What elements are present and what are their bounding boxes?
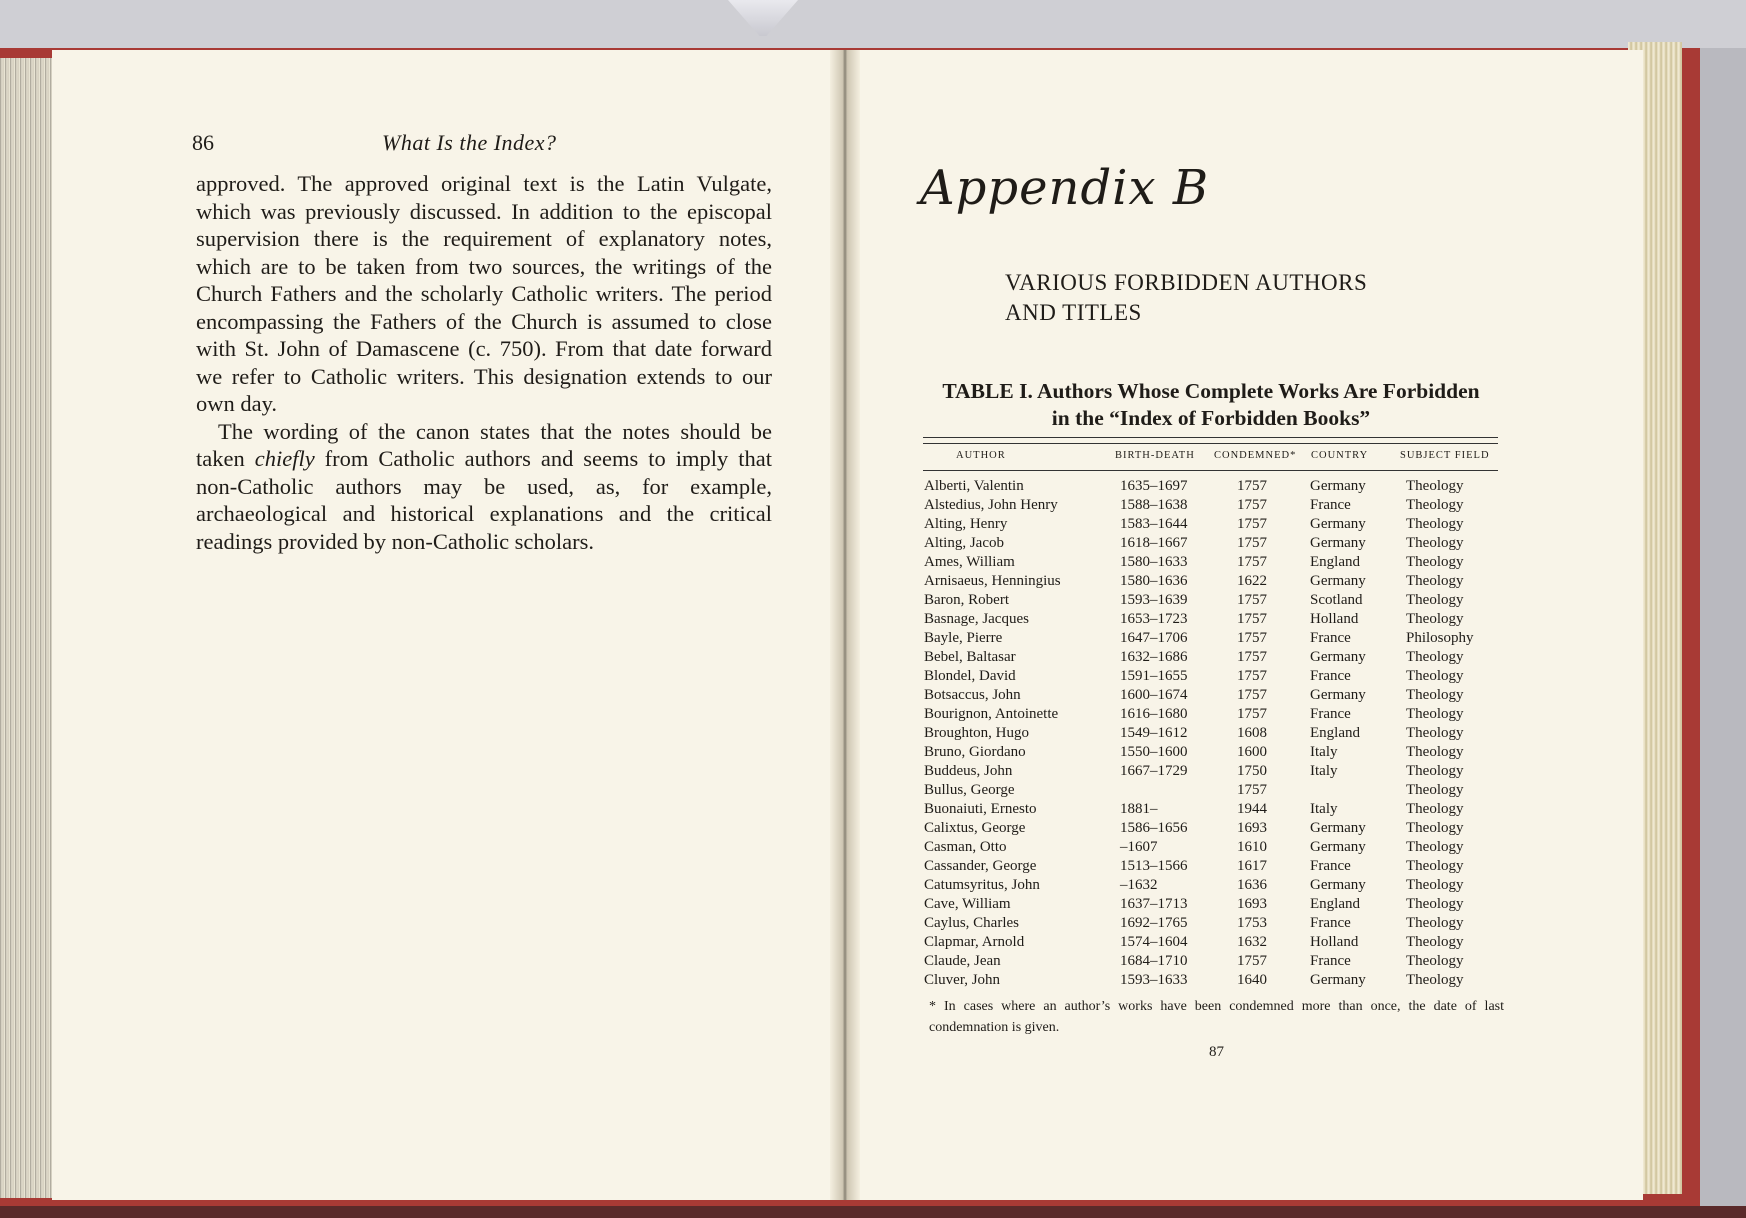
cell-country: Holland bbox=[1310, 611, 1359, 627]
right-page-number: 87 bbox=[1209, 1044, 1224, 1060]
appendix-title: Appendix B bbox=[920, 160, 1210, 216]
cell-subject: Theology bbox=[1406, 839, 1464, 855]
cell-author: Cluver, John bbox=[924, 972, 1001, 988]
cell-author: Basnage, Jacques bbox=[924, 611, 1029, 627]
table-row bbox=[0, 630, 1746, 649]
cell-condemned: 1944 bbox=[1237, 801, 1267, 817]
cell-birth-death: 1618–1667 bbox=[1120, 535, 1188, 551]
table-row bbox=[0, 972, 1746, 991]
header-subject-field: SUBJECT FIELD bbox=[1400, 450, 1490, 461]
cell-author: Alting, Jacob bbox=[924, 535, 1004, 551]
cell-author: Alstedius, John Henry bbox=[924, 497, 1058, 513]
cell-birth-death: 1591–1655 bbox=[1120, 668, 1188, 684]
cell-author: Buddeus, John bbox=[924, 763, 1013, 779]
cell-condemned: 1640 bbox=[1237, 972, 1267, 988]
cell-author: Bullus, George bbox=[924, 782, 1015, 798]
cell-author: Cave, William bbox=[924, 896, 1011, 912]
cell-birth-death: 1647–1706 bbox=[1120, 630, 1188, 646]
cell-condemned: 1757 bbox=[1237, 592, 1267, 608]
table-row bbox=[0, 668, 1746, 687]
cell-country: England bbox=[1310, 896, 1360, 912]
cell-author: Broughton, Hugo bbox=[924, 725, 1029, 741]
cell-subject: Theology bbox=[1406, 478, 1464, 494]
cell-condemned: 1757 bbox=[1237, 782, 1267, 798]
cell-condemned: 1757 bbox=[1237, 554, 1267, 570]
cell-birth-death: 1616–1680 bbox=[1120, 706, 1188, 722]
cell-condemned: 1693 bbox=[1237, 896, 1267, 912]
cell-subject: Theology bbox=[1406, 573, 1464, 589]
cell-condemned: 1757 bbox=[1237, 706, 1267, 722]
cell-author: Ames, William bbox=[924, 554, 1015, 570]
cell-birth-death: 1574–1604 bbox=[1120, 934, 1188, 950]
table-row bbox=[0, 915, 1746, 934]
cell-subject: Theology bbox=[1406, 668, 1464, 684]
cell-country: Germany bbox=[1310, 820, 1366, 836]
cell-country: Germany bbox=[1310, 877, 1366, 893]
cell-subject: Theology bbox=[1406, 934, 1464, 950]
section-title-line-2: AND TITLES bbox=[1005, 300, 1142, 325]
scan-background-top bbox=[0, 0, 1746, 48]
paragraph-2-emphasis: chiefly bbox=[254, 446, 315, 471]
cell-author: Casman, Otto bbox=[924, 839, 1007, 855]
cell-country: England bbox=[1310, 554, 1360, 570]
cell-author: Blondel, David bbox=[924, 668, 1016, 684]
cell-subject: Theology bbox=[1406, 497, 1464, 513]
cell-country: France bbox=[1310, 668, 1351, 684]
cell-subject: Theology bbox=[1406, 592, 1464, 608]
cell-condemned: 1750 bbox=[1237, 763, 1267, 779]
scan-background-bottom bbox=[0, 1206, 1746, 1218]
table-row bbox=[0, 592, 1746, 611]
cell-country: Germany bbox=[1310, 839, 1366, 855]
table-footnote: * In cases where an author’s works have been condemned more than once, the date of last condemnation is given. bbox=[929, 999, 1504, 1035]
running-head bbox=[192, 130, 772, 162]
cell-subject: Philosophy bbox=[1406, 630, 1474, 646]
cell-country: Italy bbox=[1310, 763, 1338, 779]
table-caption-line-1: TABLE I. Authors Whose Complete Works Are Forbidden bbox=[942, 379, 1480, 403]
cell-subject: Theology bbox=[1406, 744, 1464, 760]
cell-condemned: 1757 bbox=[1237, 611, 1267, 627]
cell-condemned: 1757 bbox=[1237, 668, 1267, 684]
header-author: AUTHOR bbox=[956, 450, 1006, 461]
cell-author: Calixtus, George bbox=[924, 820, 1026, 836]
cell-country: Germany bbox=[1310, 687, 1366, 703]
cell-birth-death: 1635–1697 bbox=[1120, 478, 1188, 494]
cell-country: Germany bbox=[1310, 972, 1366, 988]
cell-birth-death: 1550–1600 bbox=[1120, 744, 1188, 760]
cell-condemned: 1600 bbox=[1237, 744, 1267, 760]
cell-birth-death: 1588–1638 bbox=[1120, 497, 1188, 513]
table-row bbox=[0, 820, 1746, 839]
cell-author: Alberti, Valentin bbox=[924, 478, 1024, 494]
cell-country: Germany bbox=[1310, 478, 1366, 494]
cell-subject: Theology bbox=[1406, 725, 1464, 741]
cell-country: France bbox=[1310, 497, 1351, 513]
table-row bbox=[0, 858, 1746, 877]
paragraph-1: approved. The approved original text is the Latin Vulgate, which was previously discussed. In addition to the episcopal supervision there is the requirement of explanatory notes, which are to be taken from two sources, the writings of the Church Fathers and the scholarly Catholic writers. The period encompassing the Fathers of the Church is assumed to close with St. John of Damascene (c. 750). From that date forward we refer to Catholic writers. This designation extends to our own day. bbox=[196, 171, 772, 416]
header-birth-death: BIRTH-DEATH bbox=[1115, 450, 1195, 461]
cell-author: Bourignon, Antoinette bbox=[924, 706, 1059, 722]
cell-birth-death: 1653–1723 bbox=[1120, 611, 1188, 627]
table-row bbox=[0, 706, 1746, 725]
cell-subject: Theology bbox=[1406, 782, 1464, 798]
cell-birth-death: 1586–1656 bbox=[1120, 820, 1188, 836]
cell-country: Germany bbox=[1310, 573, 1366, 589]
cell-author: Cassander, George bbox=[924, 858, 1037, 874]
cell-subject: Theology bbox=[1406, 877, 1464, 893]
table-row bbox=[0, 839, 1746, 858]
cell-condemned: 1610 bbox=[1237, 839, 1267, 855]
section-title bbox=[1005, 268, 1505, 328]
cell-condemned: 1693 bbox=[1237, 820, 1267, 836]
cell-condemned: 1632 bbox=[1237, 934, 1267, 950]
cell-country: France bbox=[1310, 858, 1351, 874]
cell-country: Italy bbox=[1310, 801, 1338, 817]
cell-subject: Theology bbox=[1406, 858, 1464, 874]
paragraph-2-after: from Catholic authors and seems to imply that non-Catholic authors may be used, as, for example, archaeological and historical explanations and the critical readings provided by non-Catholic scholars. bbox=[196, 446, 772, 554]
cell-birth-death: 1632–1686 bbox=[1120, 649, 1188, 665]
table-row bbox=[0, 801, 1746, 820]
cell-author: Buonaiuti, Ernesto bbox=[924, 801, 1037, 817]
cell-country: France bbox=[1310, 630, 1351, 646]
table-row bbox=[0, 687, 1746, 706]
table-row bbox=[0, 554, 1746, 573]
cell-author: Caylus, Charles bbox=[924, 915, 1019, 931]
cell-country: Holland bbox=[1310, 934, 1359, 950]
table-row bbox=[0, 934, 1746, 953]
table-caption bbox=[924, 378, 1498, 432]
cell-subject: Theology bbox=[1406, 896, 1464, 912]
running-title: What Is the Index? bbox=[382, 130, 557, 155]
header-country: COUNTRY bbox=[1311, 450, 1369, 461]
section-title-line-1: VARIOUS FORBIDDEN AUTHORS bbox=[1005, 270, 1368, 295]
cell-condemned: 1757 bbox=[1237, 535, 1267, 551]
cell-condemned: 1757 bbox=[1237, 497, 1267, 513]
table-row bbox=[0, 611, 1746, 630]
table-row bbox=[0, 573, 1746, 592]
cell-country: France bbox=[1310, 953, 1351, 969]
table-row bbox=[0, 649, 1746, 668]
paragraph-2-before: The wording of the canon states that the notes should be taken bbox=[196, 418, 772, 471]
cell-country: France bbox=[1310, 706, 1351, 722]
cell-birth-death: –1607 bbox=[1120, 839, 1158, 855]
cell-birth-death: 1583–1644 bbox=[1120, 516, 1188, 532]
cell-author: Bruno, Giordano bbox=[924, 744, 1026, 760]
cell-birth-death: 1637–1713 bbox=[1120, 896, 1188, 912]
cell-condemned: 1753 bbox=[1237, 915, 1267, 931]
cell-condemned: 1608 bbox=[1237, 725, 1267, 741]
table-row bbox=[0, 763, 1746, 782]
cell-author: Catumsyritus, John bbox=[924, 877, 1040, 893]
cell-author: Alting, Henry bbox=[924, 516, 1008, 532]
table-row bbox=[0, 516, 1746, 535]
cell-birth-death: 1667–1729 bbox=[1120, 763, 1188, 779]
table-row bbox=[0, 535, 1746, 554]
cell-condemned: 1617 bbox=[1237, 858, 1267, 874]
cell-author: Claude, Jean bbox=[924, 953, 1001, 969]
table-caption-line-2: in the “Index of Forbidden Books” bbox=[1051, 406, 1371, 430]
left-page-number: 86 bbox=[192, 130, 214, 155]
cell-country: Italy bbox=[1310, 744, 1338, 760]
cell-subject: Theology bbox=[1406, 706, 1464, 722]
cell-subject: Theology bbox=[1406, 972, 1464, 988]
table-row bbox=[0, 782, 1746, 801]
cell-birth-death: 1549–1612 bbox=[1120, 725, 1188, 741]
cell-country: Germany bbox=[1310, 516, 1366, 532]
cell-author: Baron, Robert bbox=[924, 592, 1009, 608]
cell-condemned: 1757 bbox=[1237, 953, 1267, 969]
table-row bbox=[0, 896, 1746, 915]
cell-subject: Theology bbox=[1406, 763, 1464, 779]
cell-condemned: 1757 bbox=[1237, 478, 1267, 494]
cell-country: Germany bbox=[1310, 535, 1366, 551]
cell-subject: Theology bbox=[1406, 649, 1464, 665]
table-header bbox=[0, 450, 1746, 466]
cell-subject: Theology bbox=[1406, 915, 1464, 931]
cell-birth-death: 1881– bbox=[1120, 801, 1158, 817]
table-body bbox=[0, 478, 1746, 991]
table-row bbox=[0, 744, 1746, 763]
cell-birth-death: 1593–1633 bbox=[1120, 972, 1188, 988]
cell-country: France bbox=[1310, 915, 1351, 931]
cell-author: Arnisaeus, Henningius bbox=[924, 573, 1061, 589]
table-row bbox=[0, 877, 1746, 896]
header-condemned: CONDEMNED* bbox=[1214, 450, 1297, 461]
cell-author: Clapmar, Arnold bbox=[924, 934, 1025, 950]
table-top-rule bbox=[923, 437, 1498, 444]
table-row bbox=[0, 953, 1746, 972]
cell-condemned: 1622 bbox=[1237, 573, 1267, 589]
table-row bbox=[0, 478, 1746, 497]
cell-author: Bebel, Baltasar bbox=[924, 649, 1016, 665]
cell-birth-death: 1600–1674 bbox=[1120, 687, 1188, 703]
cell-condemned: 1757 bbox=[1237, 649, 1267, 665]
cell-birth-death: 1580–1636 bbox=[1120, 573, 1188, 589]
cell-subject: Theology bbox=[1406, 611, 1464, 627]
cell-subject: Theology bbox=[1406, 535, 1464, 551]
cell-author: Bayle, Pierre bbox=[924, 630, 1003, 646]
table-header-rule bbox=[923, 470, 1498, 471]
cell-subject: Theology bbox=[1406, 554, 1464, 570]
cell-birth-death: 1593–1639 bbox=[1120, 592, 1188, 608]
cell-subject: Theology bbox=[1406, 687, 1464, 703]
cell-birth-death: 1513–1566 bbox=[1120, 858, 1188, 874]
table-row bbox=[0, 497, 1746, 516]
cell-subject: Theology bbox=[1406, 953, 1464, 969]
table-row bbox=[0, 725, 1746, 744]
cell-birth-death: 1580–1633 bbox=[1120, 554, 1188, 570]
cell-country: England bbox=[1310, 725, 1360, 741]
cell-birth-death: 1692–1765 bbox=[1120, 915, 1188, 931]
cell-birth-death: –1632 bbox=[1120, 877, 1158, 893]
cell-country: Germany bbox=[1310, 649, 1366, 665]
cell-subject: Theology bbox=[1406, 516, 1464, 532]
cell-condemned: 1757 bbox=[1237, 630, 1267, 646]
cell-subject: Theology bbox=[1406, 801, 1464, 817]
cell-author: Botsaccus, John bbox=[924, 687, 1021, 703]
cell-condemned: 1757 bbox=[1237, 687, 1267, 703]
cell-birth-death: 1684–1710 bbox=[1120, 953, 1188, 969]
cell-subject: Theology bbox=[1406, 820, 1464, 836]
cell-country: Scotland bbox=[1310, 592, 1363, 608]
cell-condemned: 1757 bbox=[1237, 516, 1267, 532]
cell-condemned: 1636 bbox=[1237, 877, 1267, 893]
